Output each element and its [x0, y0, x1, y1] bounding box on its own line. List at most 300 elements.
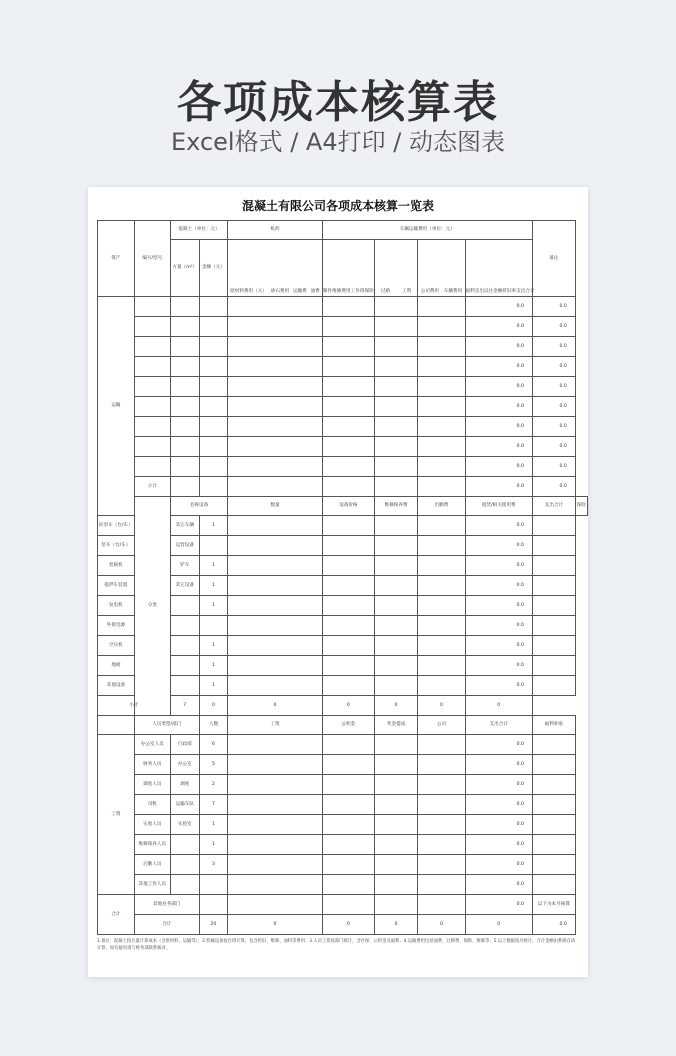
col-header: 维修费用 [332, 288, 351, 294]
value-cell: 0.0 [465, 516, 532, 536]
col-header: 人数 [199, 716, 228, 735]
col-header: 支出合计 [465, 716, 532, 735]
data-cell [228, 556, 322, 576]
row-qty: 7 [199, 795, 228, 815]
data-cell [199, 417, 228, 437]
table-row [98, 576, 588, 596]
data-cell [374, 855, 417, 875]
row-dept: 调度 [170, 775, 199, 795]
col-header: 出勤费 [418, 497, 465, 516]
row-type: 其它设备 [170, 576, 199, 596]
table-row [98, 377, 588, 397]
row-name: 实验人员 [134, 815, 170, 835]
table-row [98, 297, 588, 317]
data-cell [199, 337, 228, 357]
col-header: 公司 [418, 716, 465, 735]
row-name: 其他工作人员 [134, 875, 170, 895]
data-cell [134, 437, 170, 457]
data-cell [418, 457, 465, 477]
table-row [98, 855, 588, 875]
table-row [98, 815, 588, 835]
value-cell: 0.0 [465, 297, 532, 317]
section-header: 机药 [228, 221, 322, 240]
data-cell [170, 357, 199, 377]
data-cell [170, 377, 199, 397]
table-row [98, 835, 588, 855]
data-cell [322, 755, 374, 775]
row-name: 外接电源 [98, 616, 135, 636]
data-cell [199, 317, 228, 337]
data-cell [374, 636, 417, 656]
data-cell [418, 337, 465, 357]
value-cell: 0.0 [532, 377, 575, 397]
row-dept: 实验室 [170, 815, 199, 835]
value-cell: 0.0 [465, 317, 532, 337]
data-cell [322, 895, 374, 915]
col-header: 租赁/相关使用费 [465, 497, 532, 516]
data-cell [322, 596, 374, 616]
col-header: 名称设备 [170, 497, 227, 516]
data-cell [228, 795, 322, 815]
data-cell [374, 417, 417, 437]
col-header: 折旧率 [502, 288, 517, 294]
row-qty [199, 616, 228, 636]
total-label: 合计 [134, 915, 199, 935]
data-cell [134, 457, 170, 477]
value-cell: 0.0 [465, 855, 532, 875]
data-cell [170, 457, 199, 477]
row-name: 发电机 [98, 596, 135, 616]
col-header: 制件 [322, 288, 332, 294]
data-cell [374, 656, 417, 676]
data-cell [418, 437, 465, 457]
col-header: 公司费用 [420, 288, 440, 294]
col-header: 数量 [228, 497, 322, 516]
total-value: 0.0 [532, 915, 575, 935]
data-cell [418, 357, 465, 377]
table-row [98, 240, 588, 297]
data-cell [374, 576, 417, 596]
data-cell [374, 735, 417, 755]
value-cell: 0.0 [465, 875, 532, 895]
col-header: 油费 [310, 288, 320, 294]
data-cell [374, 536, 417, 556]
value-cell: 0.0 [532, 397, 575, 417]
subtotal-label: 小计 [134, 477, 170, 497]
data-cell [170, 297, 199, 317]
row-qty: 1 [199, 556, 228, 576]
data-cell [532, 596, 575, 616]
col-header: 支出合计 [532, 497, 575, 516]
data-cell [374, 895, 417, 915]
table-row [98, 477, 588, 497]
data-cell [322, 576, 374, 596]
data-cell [228, 616, 322, 636]
row-type: 铲车 [170, 556, 199, 576]
value-cell: 0.0 [532, 457, 575, 477]
col-header-group [465, 240, 535, 297]
data-cell [374, 775, 417, 795]
data-cell [374, 556, 417, 576]
data-cell [418, 835, 465, 855]
col-header: 备注 [532, 221, 575, 297]
data-cell [374, 357, 417, 377]
row-dept: 运输车队 [170, 795, 199, 815]
row-name: 司机 [134, 795, 170, 815]
data-cell [374, 516, 417, 536]
data-cell [322, 636, 374, 656]
data-cell [532, 656, 575, 676]
section-header: 车辆运输费用（单位：元） [322, 221, 532, 240]
data-cell [418, 636, 465, 656]
data-cell [418, 516, 465, 536]
value-cell: 0.0 [465, 477, 532, 497]
data-cell [228, 835, 322, 855]
col-header: 人员类型/部门 [134, 716, 199, 735]
col-header: 砂石费用 [270, 288, 290, 294]
data-cell [322, 815, 374, 835]
data-cell [532, 815, 575, 835]
data-cell [374, 676, 417, 696]
value-cell: 0.0 [465, 895, 532, 915]
row-dept [170, 835, 199, 855]
table-row [98, 875, 588, 895]
value-cell: 0.0 [465, 377, 532, 397]
data-cell [418, 297, 465, 317]
data-cell [170, 477, 199, 497]
data-cell [418, 895, 465, 915]
side-label: 合计 [98, 895, 135, 935]
data-cell [418, 576, 465, 596]
col-header: 福利补贴 [532, 716, 575, 735]
row-dept [170, 875, 199, 895]
value-cell: 0.0 [465, 357, 532, 377]
data-cell [199, 377, 228, 397]
value-cell: 0.0 [465, 835, 532, 855]
row-qty: 1 [199, 576, 228, 596]
data-cell [532, 775, 575, 795]
data-cell [418, 755, 465, 775]
data-cell [374, 616, 417, 636]
row-dept: 行政部 [170, 735, 199, 755]
data-cell [134, 397, 170, 417]
data-cell [134, 417, 170, 437]
data-cell [418, 735, 465, 755]
value-cell: 0.0 [532, 417, 575, 437]
side-label: 运输 [98, 297, 135, 516]
data-cell [374, 317, 417, 337]
data-cell [134, 317, 170, 337]
row-name: 其他业务部门 [134, 895, 199, 915]
data-cell [199, 297, 228, 317]
data-cell [418, 536, 465, 556]
col-header: 奖金提成 [374, 716, 417, 735]
data-cell [228, 297, 322, 317]
data-cell [532, 576, 575, 596]
data-cell [322, 656, 374, 676]
table-row [98, 516, 588, 536]
row-qty: 3 [199, 855, 228, 875]
footnote: 1.备注：混凝土按方量计算成本（含原材料、运输等）；2.机械设备按台班计算，包含折旧、维修、油料等费用；3.人员工资按部门统计，含社保、公积金及福利；4.运输费用包括油费、过路费、保险、维修等；5.以上数据按月统计，合计金额由系统自动计算，如有疑问请与财务部联系核对。 [97, 939, 576, 951]
table-row [98, 915, 588, 935]
data-cell [418, 775, 465, 795]
value-cell: 0.0 [465, 457, 532, 477]
subtotal-value: 0 [465, 696, 532, 716]
data-cell [228, 775, 322, 795]
cost-table [97, 220, 588, 935]
data-cell [532, 616, 575, 636]
data-cell [322, 775, 374, 795]
data-cell [199, 457, 228, 477]
table-row [98, 397, 588, 417]
data-cell [228, 536, 322, 556]
data-cell [322, 337, 374, 357]
total-value: 0 [374, 915, 417, 935]
value-cell: 0.0 [465, 795, 532, 815]
row-name: 空压机 [98, 636, 135, 656]
subtotal-qty: 7 [170, 696, 199, 716]
value-cell: 0.0 [465, 556, 532, 576]
table-row [98, 755, 588, 775]
col-header: 设备价格 [322, 497, 374, 516]
col-header: 保险 [364, 288, 374, 294]
row-type [170, 596, 199, 616]
data-cell [374, 457, 417, 477]
value-cell: 0.0 [465, 437, 532, 457]
side-label: 工资 [98, 735, 135, 895]
value-cell: 0.0 [465, 417, 532, 437]
data-cell [228, 437, 322, 457]
data-cell [322, 855, 374, 875]
table-row [98, 775, 588, 795]
data-cell [322, 735, 374, 755]
data-cell [228, 417, 322, 437]
value-cell: 0.0 [465, 656, 532, 676]
table-row [98, 437, 588, 457]
row-qty: 6 [199, 735, 228, 755]
table-row [98, 656, 588, 676]
data-cell [532, 536, 575, 556]
subtotal-value: 0 [418, 696, 465, 716]
data-cell [228, 596, 322, 616]
data-cell [322, 317, 374, 337]
value-cell: 0.0 [465, 596, 532, 616]
data-cell [418, 477, 465, 497]
data-cell [418, 875, 465, 895]
row-name: 后勤人员 [134, 855, 170, 875]
data-cell [322, 516, 374, 536]
value-cell: 0.0 [465, 815, 532, 835]
table-row [98, 317, 588, 337]
data-cell [322, 437, 374, 457]
row-qty: 1 [199, 516, 228, 536]
data-cell [98, 716, 135, 735]
table-row [98, 337, 588, 357]
row-qty: 1 [199, 596, 228, 616]
value-cell: 0.0 [465, 616, 532, 636]
row-qty: 2 [199, 775, 228, 795]
table-row [98, 221, 588, 240]
data-cell [374, 477, 417, 497]
data-cell [374, 795, 417, 815]
sheet-title: 混凝土有限公司各项成本核算一览表 [241, 199, 434, 213]
data-cell [418, 855, 465, 875]
data-cell [374, 437, 417, 457]
total-value: 0 [228, 915, 322, 935]
table-row [98, 716, 588, 735]
data-cell [374, 815, 417, 835]
data-cell [532, 795, 575, 815]
table-row [98, 735, 588, 755]
data-cell [418, 556, 465, 576]
data-cell [228, 656, 322, 676]
data-cell [322, 357, 374, 377]
value-cell: 0.0 [465, 775, 532, 795]
row-qty [199, 536, 228, 556]
data-cell [532, 516, 575, 536]
col-header: 方量（m³） [170, 240, 199, 297]
data-cell [374, 377, 417, 397]
data-cell [532, 636, 575, 656]
col-header: 福利支出 [465, 288, 484, 294]
value-cell: 0.0 [465, 676, 532, 696]
row-dept: 办公室 [170, 755, 199, 775]
col-header: 支出合计 [516, 288, 535, 294]
data-cell [532, 755, 575, 775]
data-cell [374, 596, 417, 616]
col-header: 保险 [575, 497, 587, 516]
total-value: 0 [418, 915, 465, 935]
data-cell [374, 397, 417, 417]
data-cell [228, 576, 322, 596]
col-header: 维修保养费 [374, 497, 417, 516]
data-cell [322, 477, 374, 497]
data-cell [418, 397, 465, 417]
col-header: 原材料费用（元） [230, 288, 267, 294]
row-qty: 1 [199, 636, 228, 656]
row-name: 办公室人员 [134, 735, 170, 755]
data-cell [532, 676, 575, 696]
table-row [98, 497, 588, 516]
data-cell [532, 875, 575, 895]
data-cell [374, 337, 417, 357]
row-type [170, 656, 199, 676]
row-qty: 1 [199, 815, 228, 835]
row-name: 维修保养人员 [134, 835, 170, 855]
row-name: 砼泵车（台/车） [98, 516, 135, 536]
data-cell [228, 636, 322, 656]
subtotal-value: 0 [199, 696, 228, 716]
group-label: 资产 [98, 221, 135, 297]
data-cell [170, 437, 199, 457]
table-row [98, 636, 588, 656]
data-cell [228, 357, 322, 377]
data-cell [418, 676, 465, 696]
col-header: 以往金额 [483, 288, 503, 294]
data-cell [228, 397, 322, 417]
row-qty [199, 875, 228, 895]
row-type [170, 676, 199, 696]
data-cell [532, 735, 575, 755]
col-header: 工作班 [350, 288, 365, 294]
row-type [170, 616, 199, 636]
data-cell [418, 417, 465, 437]
data-cell [322, 536, 374, 556]
row-qty: 1 [199, 835, 228, 855]
table-row [98, 795, 588, 815]
subtotal-value: 0 [374, 696, 417, 716]
data-cell [199, 397, 228, 417]
row-dept [170, 855, 199, 875]
row-type [170, 636, 199, 656]
data-cell [374, 875, 417, 895]
table-row [98, 676, 588, 696]
data-cell [418, 616, 465, 636]
hero-subtitle: Excel格式 / A4打印 / 动态图表 [171, 128, 505, 156]
table-row [98, 457, 588, 477]
col-header-group [322, 240, 374, 297]
value-cell: 0.0 [532, 357, 575, 377]
hero-title: 各项成本核算表 [177, 77, 499, 128]
value-cell: 0.0 [465, 397, 532, 417]
data-cell [418, 795, 465, 815]
data-cell [134, 377, 170, 397]
value-cell: 0.0 [465, 755, 532, 775]
data-cell [199, 895, 228, 915]
table-row [98, 357, 588, 377]
table-row [98, 696, 588, 716]
col-header-group [228, 240, 322, 297]
data-cell [532, 835, 575, 855]
data-cell [170, 417, 199, 437]
data-cell [199, 357, 228, 377]
data-cell [228, 676, 322, 696]
value-cell: 0.0 [465, 636, 532, 656]
value-cell: 0.0 [465, 337, 532, 357]
subtotal-value: 0 [228, 696, 322, 716]
table-row [98, 895, 588, 915]
data-cell [228, 815, 322, 835]
data-cell [228, 895, 322, 915]
remark-cell: 以下为本月核算 [532, 895, 575, 915]
data-cell [532, 855, 575, 875]
side-label: 分类 [134, 497, 170, 716]
value-cell: 0.0 [465, 536, 532, 556]
data-cell [228, 755, 322, 775]
data-cell [322, 676, 374, 696]
data-cell [228, 457, 322, 477]
data-cell [322, 417, 374, 437]
data-cell [170, 317, 199, 337]
data-cell [374, 755, 417, 775]
subtotal-label: 小计 [98, 696, 171, 716]
data-cell [418, 815, 465, 835]
total-qty: 20 [199, 915, 228, 935]
data-cell [322, 835, 374, 855]
data-cell [228, 377, 322, 397]
value-cell: 0.0 [532, 297, 575, 317]
value-cell: 0.0 [532, 337, 575, 357]
subtotal-value: 0 [322, 696, 374, 716]
col-header: 工资 [228, 716, 322, 735]
col-header: 车辆费用 [443, 288, 463, 294]
data-cell [418, 596, 465, 616]
table-row [98, 536, 588, 556]
row-qty: 5 [199, 755, 228, 775]
col-header: 编号/型号 [134, 221, 170, 297]
row-name: 财务人员 [134, 755, 170, 775]
value-cell: 0.0 [532, 477, 575, 497]
